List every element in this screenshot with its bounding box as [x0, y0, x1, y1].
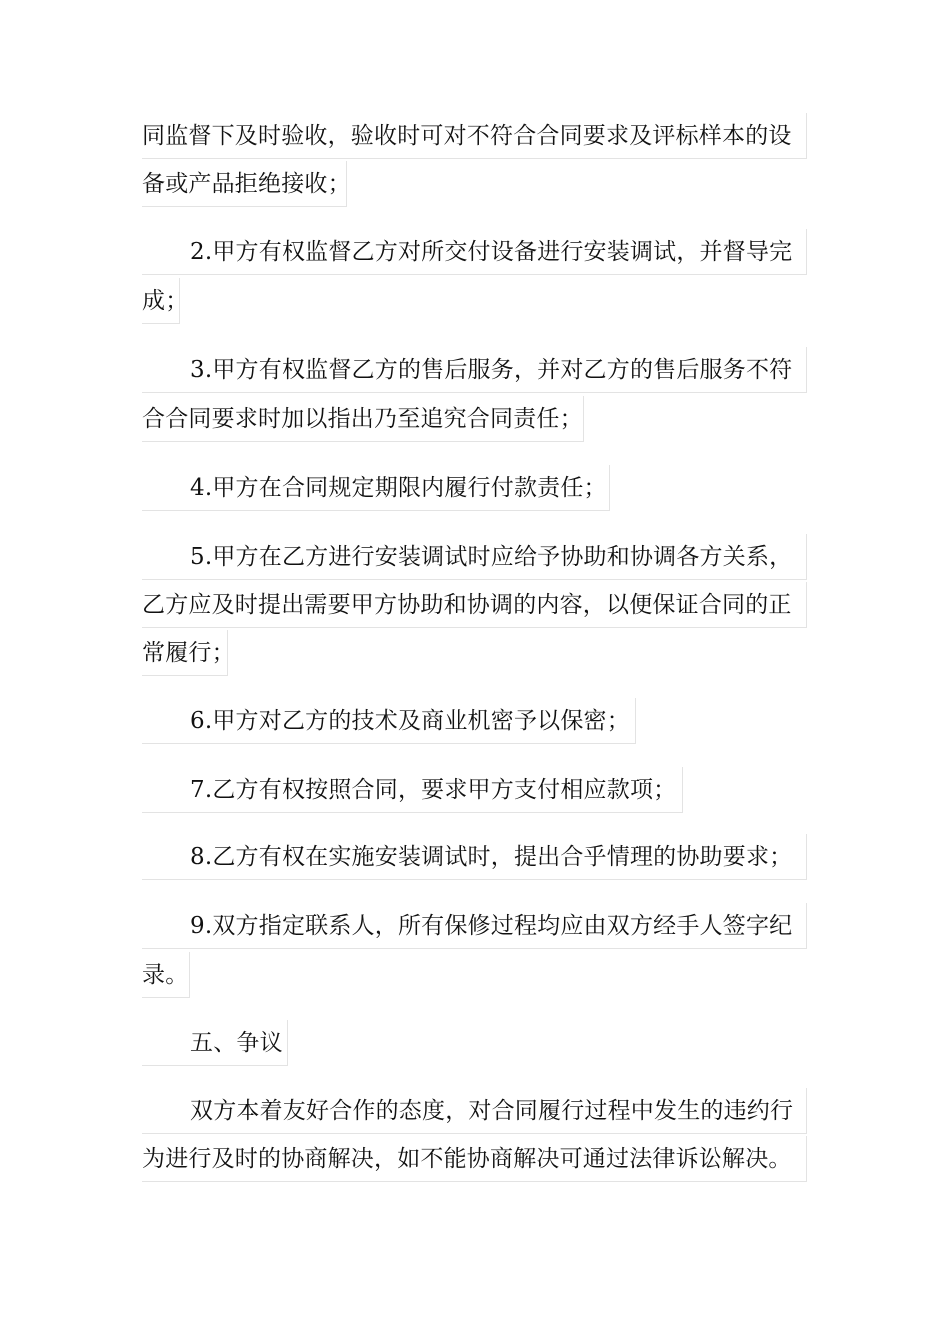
clause-item-5: 5.甲方在乙方进行安装调试时应给予协助和协调各方关系， — [142, 534, 807, 580]
body-line: 备或产品拒绝接收； — [142, 161, 347, 207]
body-line: 同监督下及时验收，验收时可对不符合合同要求及评标样本的设 — [142, 113, 807, 159]
clause-item-4: 4.甲方在合同规定期限内履行付款责任； — [142, 465, 610, 511]
body-line: 合合同要求时加以指出乃至追究合同责任； — [142, 396, 584, 442]
clause-item-8: 8.乙方有权在实施安装调试时，提出合乎情理的协助要求； — [142, 834, 807, 880]
clause-item-2: 2.甲方有权监督乙方对所交付设备进行安装调试，并督导完 — [142, 229, 807, 275]
clause-item-3: 3.甲方有权监督乙方的售后服务，并对乙方的售后服务不符 — [142, 347, 807, 393]
body-line: 常履行； — [142, 630, 228, 676]
clause-item-9: 9.双方指定联系人，所有保修过程均应由双方经手人签字纪 — [142, 903, 807, 949]
body-line: 录。 — [142, 952, 190, 998]
section-heading: 五、争议 — [142, 1020, 288, 1066]
clause-item-7: 7.乙方有权按照合同，要求甲方支付相应款项； — [142, 767, 683, 813]
body-line: 成； — [142, 278, 180, 324]
body-line: 乙方应及时提出需要甲方协助和协调的内容，以便保证合同的正 — [142, 582, 807, 628]
clause-item-6: 6.甲方对乙方的技术及商业机密予以保密； — [142, 698, 636, 744]
body-paragraph-line: 双方本着友好合作的态度，对合同履行过程中发生的违约行 — [142, 1088, 807, 1134]
body-paragraph-line: 为进行及时的协商解决，如不能协商解决可通过法律诉讼解决。 — [142, 1136, 807, 1182]
